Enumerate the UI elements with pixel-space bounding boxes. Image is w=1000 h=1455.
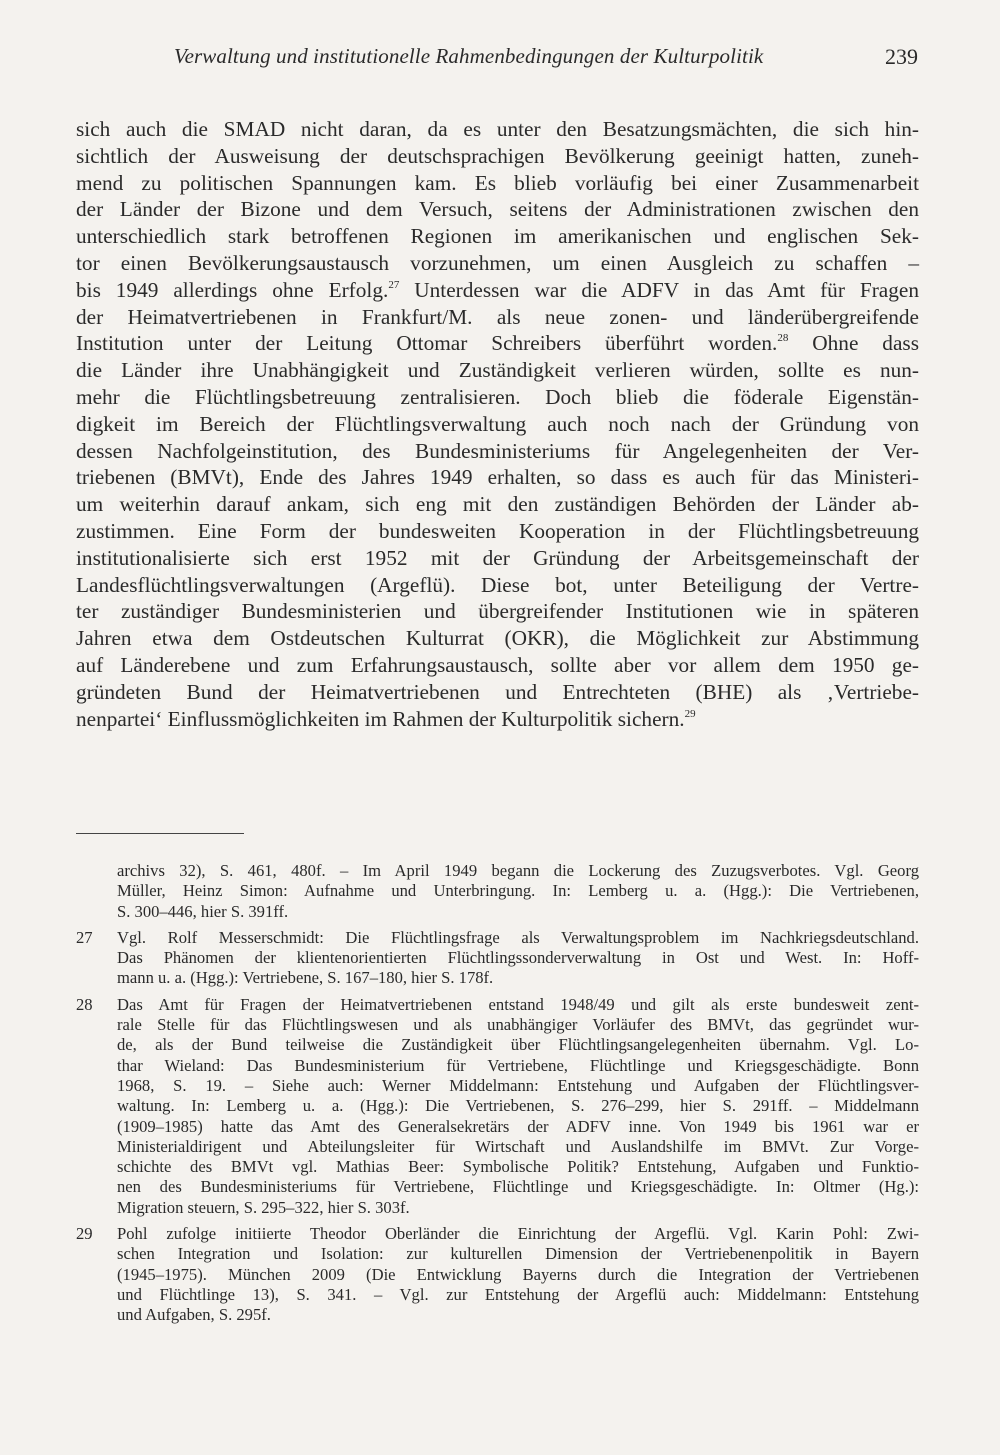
body-line-text: Institution unter der Leitung Ottomar Schreibers überführt worden. (76, 331, 778, 356)
footnote-ref-29[interactable]: 29 (684, 707, 696, 720)
footnote-separator (76, 833, 244, 834)
footnote-ref-27[interactable]: 27 (388, 278, 400, 291)
footnote-line: Migration steuern, S. 295–322, hier S. 303f. (117, 1197, 410, 1217)
body-line: Landesflüchtlingsverwaltungen (Argeflü). Diese bot, unter Beteiligung der Vertre- (76, 572, 919, 597)
footnote-line: 1968, S. 19. – Siehe auch: Werner Middelmann: Entstehung und Aufgaben der Flüchtlingsver- (117, 1075, 919, 1095)
body-line (76, 330, 919, 357)
body-line: der Länder der Bizone und dem Versuch, seitens der Administrationen zwischen den (76, 197, 919, 222)
footnote-line: Pohl zufolge initiierte Theodor Oberländer die Einrichtung der Argeflü. Vgl. Karin Pohl: Zwi- (117, 1224, 919, 1244)
footnote-continued (76, 861, 919, 922)
body-line: digkeit im Bereich der Flüchtlingsverwaltung auch noch nach der Gründung von (76, 411, 919, 436)
footnote-line: Vgl. Rolf Messerschmidt: Die Flüchtlingsfrage als Verwaltungsproblem im Nachkriegsdeutschland. (117, 927, 919, 947)
footnote-29 (76, 1224, 919, 1325)
body-line: die Länder ihre Unabhängigkeit und Zuständigkeit verlieren würden, sollte es nun- (76, 358, 919, 383)
footnote-line: und Aufgaben, S. 295f. (117, 1305, 271, 1325)
footnote-line: und Flüchtlinge 13), S. 341. – Vgl. zur Entstehung der Argeflü auch: Middelmann: Entstehung (117, 1284, 919, 1304)
footnote-line: Das Amt für Fragen der Heimatvertriebenen entstand 1948/49 und gilt als erste bundesweit zent- (117, 994, 919, 1014)
running-head (76, 44, 918, 74)
footnote-number: 27 (76, 927, 93, 947)
body-line: dessen Nachfolgeinstitution, des Bundesministeriums für Angelegenheiten der Ver- (76, 438, 919, 463)
body-line: Jahren etwa dem Ostdeutschen Kulturrat (OKR), die Möglichkeit zur Abstimmung (76, 626, 919, 651)
body-line-text: Ohne dass (788, 331, 919, 356)
footnote-line: (1945–1975). München 2009 (Die Entwicklung Bayerns durch die Integration der Vertriebenen (117, 1264, 919, 1284)
body-line: mend zu politischen Spannungen kam. Es blieb vorläufig bei einer Zusammenarbeit (76, 170, 919, 195)
body-line: um weiterhin darauf ankam, sich eng mit den zuständigen Behörden der Länder ab- (76, 492, 919, 517)
body-line: auf Länderebene und zum Erfahrungsaustausch, sollte aber vor allem dem 1950 ge- (76, 652, 919, 677)
footnote-line: de, als der Bund teilweise die Zuständigkeit über Flüchtlingsangelegenheiten übernahm. Vgl. Lo- (117, 1035, 919, 1055)
footnote-line: Ministerialdirigent und Abteilungsleiter für Wirtschaft und Auslandshilfe im BMVt. Zur Vorge- (117, 1136, 919, 1156)
footnotes (76, 861, 919, 1332)
body-line: tor einen Bevölkerungsaustausch vorzunehmen, um einen Ausgleich zu schaffen – (76, 250, 919, 275)
footnote-number: 28 (76, 994, 93, 1014)
body-line-text: Unterdessen war die ADFV in das Amt für Fragen (399, 277, 919, 302)
footnote-line: nen des Bundesministeriums für Vertriebene, Flüchtlinge und Kriegsgeschädigte. In: Oltmer (Hg.): (117, 1177, 919, 1197)
page-number: 239 (885, 44, 918, 69)
footnote-line: Müller, Heinz Simon: Aufnahme und Unterbringung. In: Lemberg u. a. (Hgg.): Die Vertriebenen, (117, 881, 919, 901)
body-line (76, 706, 919, 733)
footnote-line: (1909–1985) hatte das Amt des Generalsekretärs der ADFV inne. Von 1949 bis 1961 war er (117, 1116, 919, 1136)
body-line: ter zuständiger Bundesministerien und übergreifender Institutionen wie in späteren (76, 599, 919, 624)
body-line: sich auch die SMAD nicht daran, da es unter den Besatzungsmächten, die sich hin- (76, 117, 919, 141)
running-title: Verwaltung und institutionelle Rahmenbedingungen der Kulturpolitik (174, 44, 764, 68)
footnote-line: schen Integration und Isolation: zur kulturellen Dimension der Vertriebenenpolitik in Bayern (117, 1244, 919, 1264)
footnote-line: S. 300–446, hier S. 391ff. (117, 901, 289, 921)
footnote-line: mann u. a. (Hgg.): Vertriebene, S. 167–180, hier S. 178f. (117, 968, 494, 988)
footnote-28 (76, 995, 919, 1218)
footnote-line: Das Phänomen der klientenorientierten Flüchtlingssonderverwaltung in Ost und West. In: Hoff- (117, 948, 919, 968)
footnote-line: archivs 32), S. 461, 480f. – Im April 1949 begann die Lockerung des Zuzugsverbotes. Vgl. Georg (117, 861, 919, 880)
body-line: zustimmen. Eine Form der bundesweiten Kooperation in der Flüchtlingsbetreuung (76, 518, 919, 543)
footnote-line: schichte des BMVt vgl. Mathias Beer: Symbolische Politik? Entstehung, Aufgaben und Funktio- (117, 1157, 919, 1177)
body-line: triebenen (BMVt), Ende des Jahres 1949 erhalten, so dass es auch für das Ministeri- (76, 465, 919, 490)
body-line: sichtlich der Ausweisung der deutschsprachigen Bevölkerung geeinigt hatten, zuneh- (76, 143, 919, 168)
footnote-line: waltung. In: Lemberg u. a. (Hgg.): Die Vertriebenen, S. 276–299, hier S. 291ff. – Middelmann (117, 1096, 919, 1116)
footnote-number: 29 (76, 1224, 93, 1244)
footnote-line: thar Wieland: Das Bundesministerium für Vertriebene, Flüchtlinge und Kriegsgeschädigte. Bonn (117, 1055, 919, 1075)
body-line: gründeten Bund der Heimatvertriebenen und Entrechteten (BHE) als ‚Vertriebe- (76, 679, 919, 704)
body-line: unterschiedlich stark betroffenen Regionen im amerikanischen und englischen Sek- (76, 224, 919, 249)
footnote-ref-28[interactable]: 28 (777, 332, 789, 345)
body-paragraph (76, 116, 919, 732)
body-line: institutionalisierte sich erst 1952 mit der Gründung der Arbeitsgemeinschaft der (76, 545, 919, 570)
body-line: mehr die Flüchtlingsbetreuung zentralisieren. Doch blieb die föderale Eigenstän- (76, 384, 919, 409)
body-line: der Heimatvertriebenen in Frankfurt/M. als neue zonen- und länderübergreifende (76, 304, 919, 329)
footnote-line: rale Stelle für das Flüchtlingswesen und als unabhängiger Vorläufer des BMVt, das gegründet wur- (117, 1015, 919, 1035)
body-line-text: nenpartei‘ Einflussmöglichkeiten im Rahmen der Kulturpolitik sichern. (76, 706, 685, 731)
footnote-27 (76, 928, 919, 989)
body-line-text: bis 1949 allerdings ohne Erfolg. (76, 277, 389, 302)
body-line (76, 277, 919, 304)
